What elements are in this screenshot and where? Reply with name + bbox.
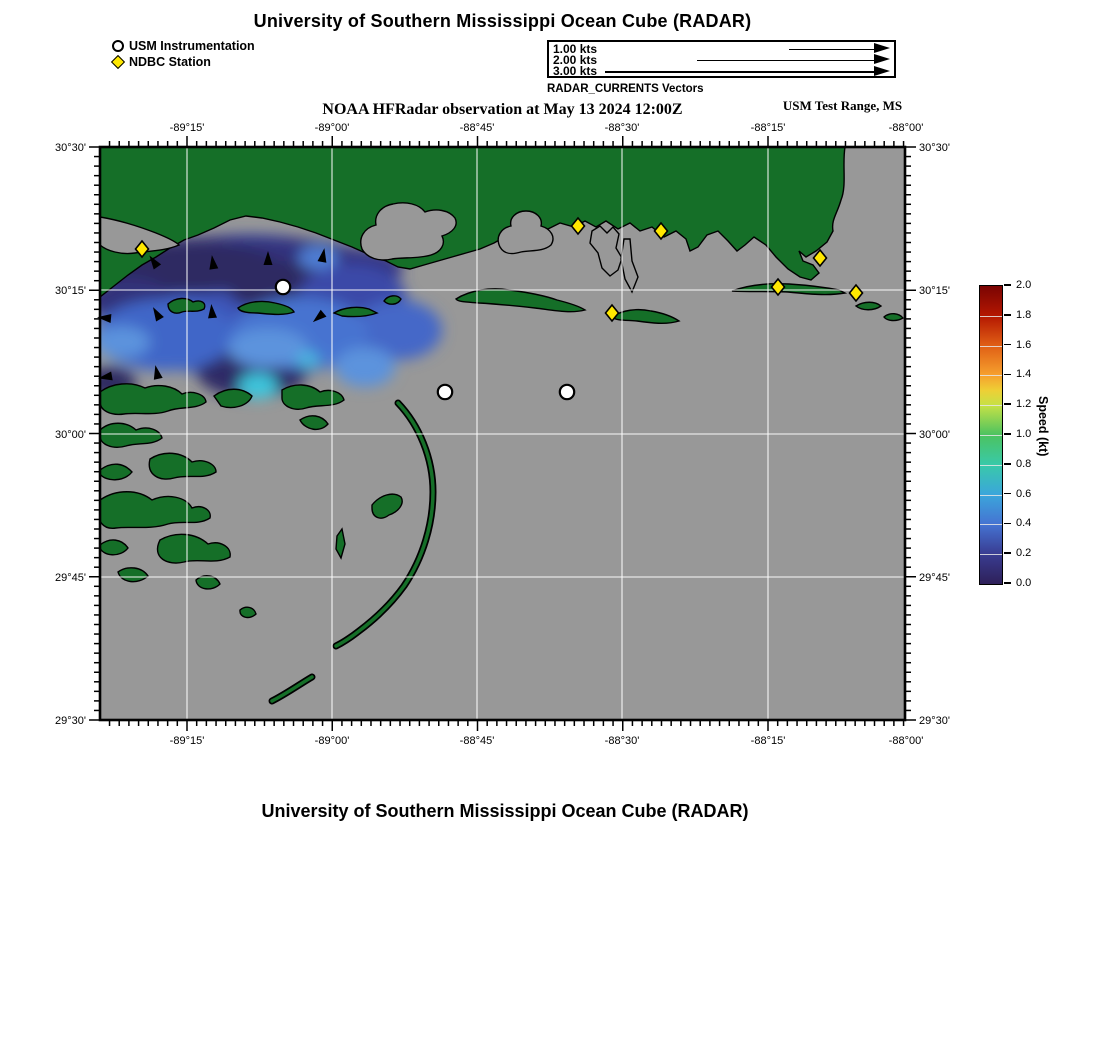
x-axis-label: -88°45' [459,122,495,134]
colorbar-tick [1004,552,1011,554]
vector-scale-row-label: 2.00 kts [553,52,598,67]
region-label: USM Test Range, MS [782,98,903,113]
colorbar-tick-label: 1.4 [1016,368,1032,381]
islet-e1 [856,302,881,310]
y-axis-label: 30°15' [55,285,86,297]
speed-blob [94,326,150,358]
marsh-m [240,607,256,617]
colorbar-tick-label: 0.2 [1016,547,1032,560]
usm-station-marker [438,385,452,399]
x-axis-label: -88°15' [750,735,786,747]
y-axis-label: 30°15' [919,285,950,297]
colorbar-gridline [980,375,1002,376]
vector-scale-row-label: 1.00 kts [553,41,598,56]
usm-station-marker [560,385,574,399]
colorbar-gridline [980,405,1002,406]
x-axis-label: -88°30' [604,735,640,747]
vector-scale-caption: RADAR_CURRENTS Vectors [547,83,704,95]
x-axis-label: -88°30' [604,122,640,134]
y-axis-label: 30°00' [919,429,950,441]
vector-scale-row-label: 3.00 kts [553,64,598,79]
colorbar-tick-label: 0.0 [1016,577,1032,589]
y-axis-label: 29°45' [919,572,950,584]
y-axis-label: 29°30' [919,715,950,727]
x-axis-label: -88°15' [750,122,786,134]
speed-blob [228,328,308,368]
x-axis-label: -89°00' [314,122,350,134]
colorbar-gridline [980,435,1002,436]
colorbar-tick-label: 0.8 [1016,457,1032,470]
colorbar-gridline [980,554,1002,555]
colorbar-tick-label: 0.4 [1016,517,1032,530]
x-axis-label: -88°45' [459,735,495,747]
legend-label-ndbc: NDBC Station [129,54,211,69]
y-axis-label: 29°45' [55,572,86,584]
x-axis-label: -88°00' [888,122,924,134]
colorbar-tick-label: 1.8 [1016,308,1032,321]
colorbar-tick-label: 1.0 [1016,428,1032,440]
x-axis-label: -89°00' [314,735,350,747]
colorbar-tick [1004,314,1011,316]
colorbar-title: Speed (kt) [1036,396,1050,457]
colorbar-tick [1004,582,1011,584]
colorbar-tick [1004,433,1011,435]
usm-station-marker [276,280,290,294]
colorbar-gridline [980,465,1002,466]
colorbar-tick [1004,374,1011,376]
y-axis-label: 30°30' [55,142,86,154]
legend-label-usm: USM Instrumentation [129,38,255,53]
islet-e2 [884,314,903,321]
colorbar-gridline [980,524,1002,525]
colorbar-gridline [980,346,1002,347]
page-title: University of Southern Mississippi Ocean Cube (RADAR) [253,11,752,31]
speed-blob [296,352,320,368]
colorbar-tick [1004,403,1011,405]
colorbar-gridline [980,316,1002,317]
colorbar-gridline [980,495,1002,496]
y-axis-label: 30°00' [55,429,86,441]
y-axis-label: 29°30' [55,715,86,727]
colorbar-tick [1004,463,1011,465]
x-axis-label: -89°15' [169,735,205,747]
bottom-title: University of Southern Mississippi Ocean Cube (RADAR) [261,801,749,821]
colorbar-tick [1004,344,1011,346]
colorbar-tick-label: 0.6 [1016,487,1032,500]
observation-subtitle: NOAA HFRadar observation at May 13 2024 12:00Z [322,101,683,118]
y-axis-label: 30°30' [919,142,950,154]
x-axis-label: -88°00' [888,735,924,747]
colorbar-tick-label: 1.2 [1016,398,1032,411]
colorbar-tick-label: 1.6 [1016,338,1032,351]
colorbar [979,285,1003,585]
colorbar-tick [1004,523,1011,525]
speed-blob [335,347,395,387]
x-axis-label: -89°15' [169,122,205,134]
colorbar-tick [1004,284,1011,286]
colorbar-tick-label: 2.0 [1016,279,1032,291]
colorbar-tick [1004,493,1011,495]
